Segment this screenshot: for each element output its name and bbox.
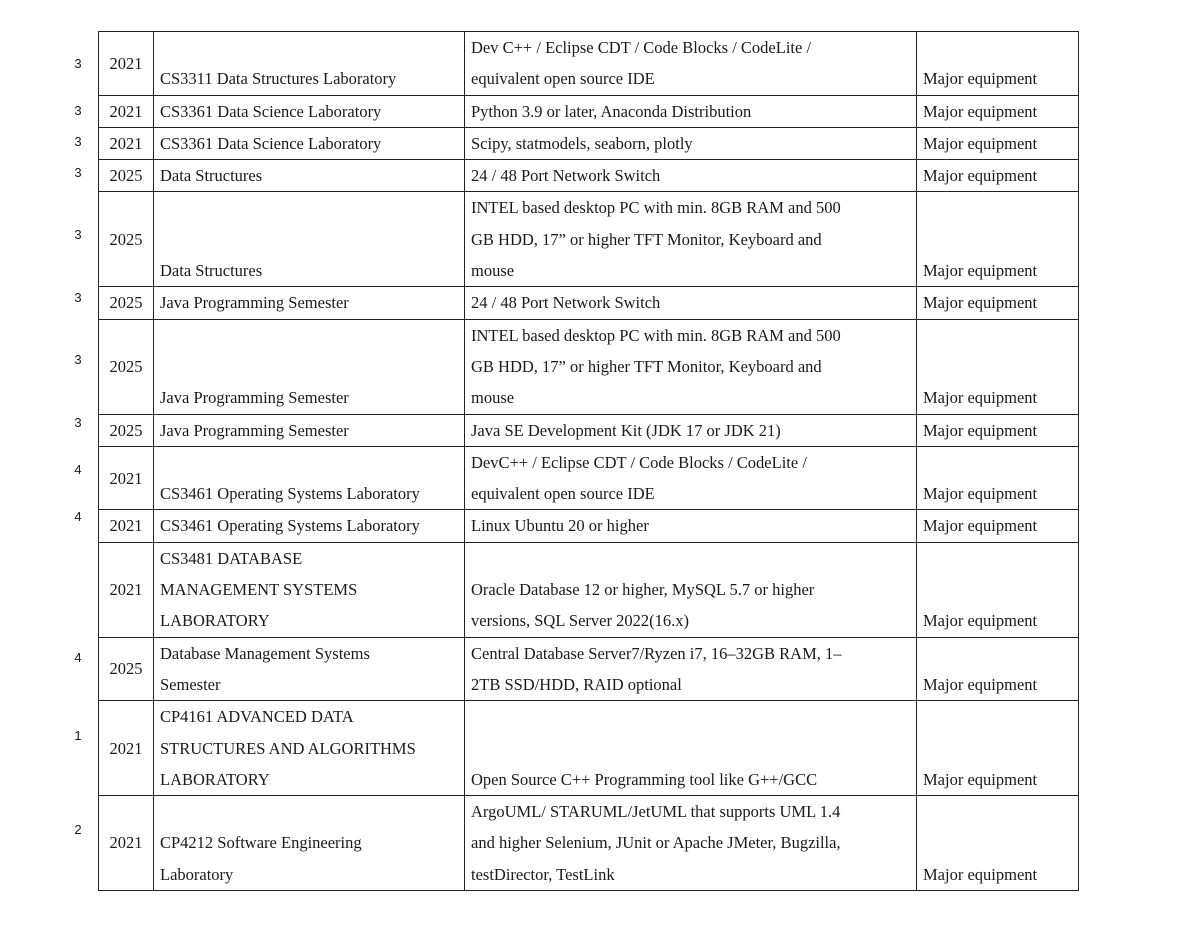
category-text: Major equipment [923,611,1038,631]
course-cell [154,446,465,510]
table-row [99,701,1079,796]
equipment-table [98,31,1079,891]
requirement-cell-line: Java SE Development Kit (JDK 17 or JDK 21) [471,420,781,440]
requirement-cell-line: and higher Selenium, JUnit or Apache JMeter, Bugzilla, [471,833,841,853]
year-cell: 2021 [99,510,154,542]
year-cell: 2021 [99,542,154,637]
table-row [99,95,1079,127]
year-cell: 2025 [99,287,154,319]
semester-label: 3 [74,352,82,367]
category-text: Major equipment [923,484,1038,504]
course-cell [154,796,465,891]
semester-label: 3 [74,102,82,118]
requirement-cell [465,287,917,319]
category-cell [917,32,1079,96]
requirement-cell-line: GB HDD, 17” or higher TFT Monitor, Keyboard and [471,356,822,376]
year-cell: 2025 [99,160,154,192]
requirement-cell-line: Central Database Server7/Ryzen i7, 16–32GB RAM, 1– [471,643,842,663]
category-cell [917,446,1079,510]
semester-label: 3 [74,289,82,305]
requirement-cell [465,127,917,159]
course-cell-line: CP4212 Software Engineering [160,833,362,853]
course-cell-line: CS3461 Operating Systems Laboratory [160,516,420,536]
table-row [99,32,1079,96]
category-cell [917,414,1079,446]
requirement-cell-line: Scipy, statmodels, seaborn, plotly [471,133,693,153]
category-text: Major equipment [923,388,1038,408]
category-text: Major equipment [923,293,1038,313]
category-cell [917,192,1079,287]
table-row [99,510,1079,542]
semester-label: 3 [74,133,82,149]
course-cell-line: CS3361 Data Science Laboratory [160,101,382,121]
requirement-cell-line: INTEL based desktop PC with min. 8GB RAM and 500 [471,325,841,345]
course-cell [154,637,465,701]
table-row [99,414,1079,446]
table-row [99,319,1079,414]
requirement-cell [465,319,917,414]
table-row [99,446,1079,510]
course-cell [154,95,465,127]
table-row [99,160,1079,192]
requirement-cell [465,701,917,796]
requirement-cell-line: 24 / 48 Port Network Switch [471,166,661,186]
requirement-cell-line: DevC++ / Eclipse CDT / Code Blocks / CodeLite / [471,452,807,472]
category-cell [917,542,1079,637]
course-cell [154,414,465,446]
category-text: Major equipment [923,261,1038,281]
course-cell-line: Java Programming Semester [160,420,349,440]
semester-label: 2 [74,822,82,837]
requirement-cell-line: testDirector, TestLink [471,864,615,884]
year-cell: 2025 [99,192,154,287]
semester-label: 3 [74,55,82,71]
year-cell: 2021 [99,701,154,796]
semester-label: 3 [74,414,82,430]
course-cell-line: Java Programming Semester [160,388,349,408]
requirement-cell [465,446,917,510]
course-cell-line: Semester [160,674,221,694]
year-cell: 2025 [99,319,154,414]
requirement-cell [465,414,917,446]
category-cell [917,127,1079,159]
course-cell [154,192,465,287]
requirement-cell [465,510,917,542]
course-cell [154,127,465,159]
year-cell: 2025 [99,637,154,701]
course-cell-line: CP4161 ADVANCED DATA [160,707,354,727]
requirement-cell [465,192,917,287]
requirement-cell-line: Linux Ubuntu 20 or higher [471,516,649,536]
course-cell [154,542,465,637]
semester-label: 3 [74,164,82,180]
requirement-cell [465,637,917,701]
requirement-cell [465,160,917,192]
course-cell-line: Data Structures [160,166,263,186]
category-cell [917,287,1079,319]
category-cell [917,319,1079,414]
table-row [99,637,1079,701]
requirement-cell-line: GB HDD, 17” or higher TFT Monitor, Keyboard and [471,229,822,249]
course-cell [154,160,465,192]
course-cell-line: STRUCTURES AND ALGORITHMS [160,738,416,758]
course-cell-line: Database Management Systems [160,643,370,663]
requirement-cell-line: versions, SQL Server 2022(16.x) [471,611,689,631]
table-row [99,796,1079,891]
requirement-cell-line: mouse [471,261,515,281]
course-cell-line: Data Structures [160,261,263,281]
requirement-cell-line: 2TB SSD/HDD, RAID optional [471,674,682,694]
requirement-cell-line: mouse [471,388,515,408]
requirement-cell [465,542,917,637]
category-cell [917,701,1079,796]
category-text: Major equipment [923,101,1038,121]
category-cell [917,510,1079,542]
course-cell-line: CS3461 Operating Systems Laboratory [160,484,420,504]
year-cell: 2021 [99,32,154,96]
table-row [99,127,1079,159]
semester-label: 4 [74,508,82,524]
semester-label: 3 [74,227,82,242]
category-text: Major equipment [923,864,1038,884]
semester-label: 1 [74,728,82,743]
year-cell: 2021 [99,796,154,891]
table-row [99,287,1079,319]
requirement-cell-line: Oracle Database 12 or higher, MySQL 5.7 or higher [471,580,815,600]
semester-label: 4 [74,649,82,665]
category-text: Major equipment [923,420,1038,440]
year-cell: 2021 [99,127,154,159]
category-cell [917,95,1079,127]
course-cell-line: CS3481 DATABASE [160,548,303,568]
semester-label: 4 [74,461,82,477]
requirement-cell [465,95,917,127]
equipment-table-body [99,32,1079,891]
requirement-cell-line: ArgoUML/ STARUML/JetUML that supports UML 1.4 [471,802,841,822]
requirement-cell-line: equivalent open source IDE [471,69,655,89]
requirement-cell-line: Open Source C++ Programming tool like G++/GCC [471,769,818,789]
table-row [99,542,1079,637]
requirement-cell-line: INTEL based desktop PC with min. 8GB RAM and 500 [471,198,841,218]
year-cell: 2025 [99,414,154,446]
category-text: Major equipment [923,133,1038,153]
category-text: Major equipment [923,69,1038,89]
category-cell [917,637,1079,701]
category-text: Major equipment [923,516,1038,536]
course-cell [154,32,465,96]
requirement-cell-line: Python 3.9 or later, Anaconda Distribution [471,101,752,121]
course-cell-line: MANAGEMENT SYSTEMS [160,580,358,600]
category-cell [917,796,1079,891]
course-cell [154,287,465,319]
year-cell: 2021 [99,95,154,127]
course-cell [154,701,465,796]
category-text: Major equipment [923,166,1038,186]
course-cell-line: Java Programming Semester [160,293,349,313]
table-row [99,192,1079,287]
year-cell: 2021 [99,446,154,510]
category-text: Major equipment [923,769,1038,789]
course-cell [154,510,465,542]
course-cell-line: LABORATORY [160,769,270,789]
course-cell-line: CS3361 Data Science Laboratory [160,133,382,153]
course-cell-line: CS3311 Data Structures Laboratory [160,69,397,89]
requirement-cell-line: 24 / 48 Port Network Switch [471,293,661,313]
course-cell [154,319,465,414]
requirement-cell-line: equivalent open source IDE [471,484,655,504]
course-cell-line: Laboratory [160,864,234,884]
requirement-cell [465,32,917,96]
requirement-cell-line: Dev C++ / Eclipse CDT / Code Blocks / CodeLite / [471,38,812,57]
course-cell-line: LABORATORY [160,611,270,631]
category-text: Major equipment [923,674,1038,694]
requirement-cell [465,796,917,891]
category-cell [917,160,1079,192]
